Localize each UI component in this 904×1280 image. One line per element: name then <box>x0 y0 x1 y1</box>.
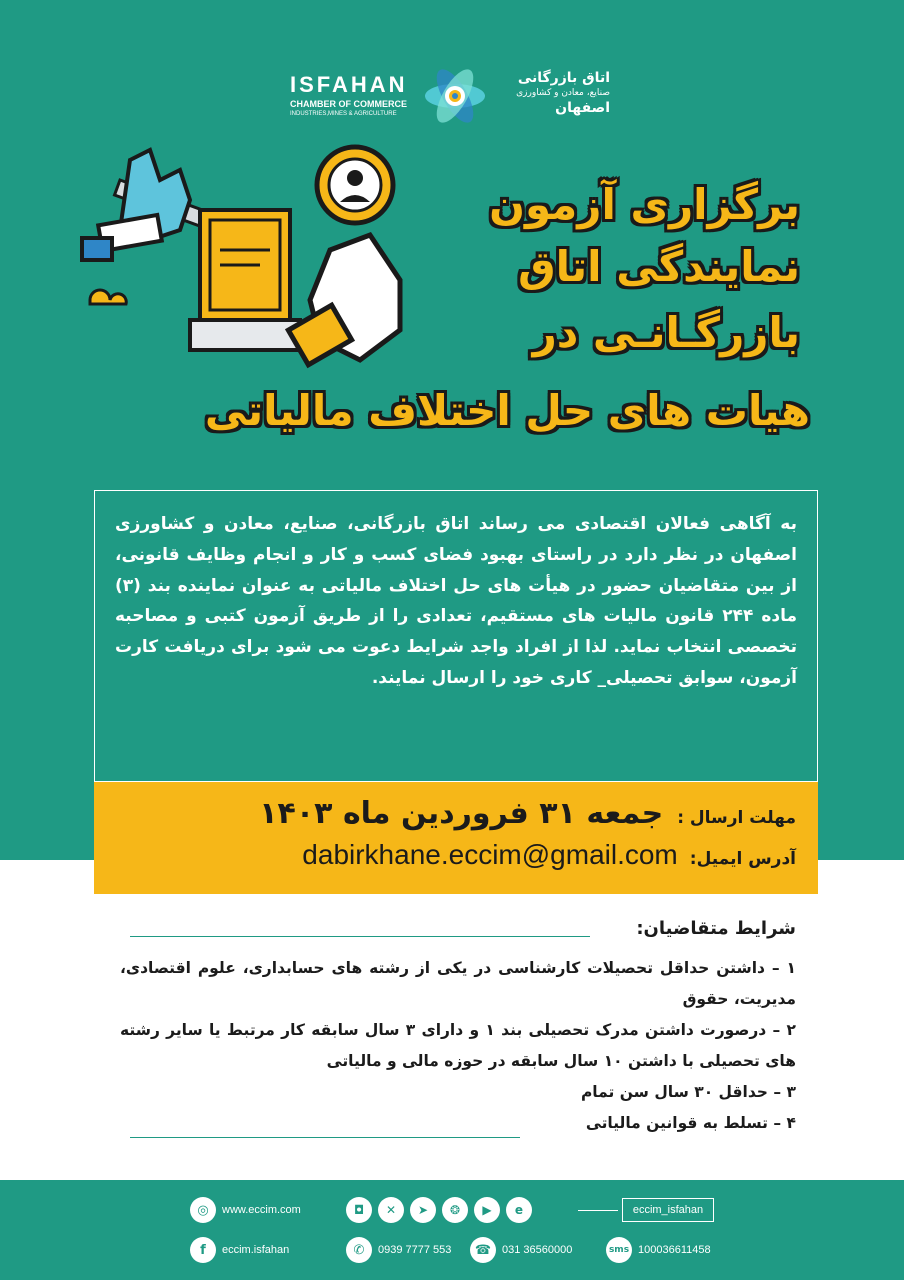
deadline-row <box>116 796 796 831</box>
logo-en-line3: INDUSTRIES,MINES & AGRICULTURE <box>290 111 397 117</box>
whatsapp-link[interactable] <box>346 1237 451 1263</box>
logo-fa-line3: اصفهان <box>555 100 610 116</box>
divider <box>130 936 590 937</box>
whatsapp-text: 0939 7777 553 <box>378 1244 452 1256</box>
logo-en-line1: ISFAHAN <box>290 72 408 97</box>
email-link[interactable]: dabirkhane.eccim@gmail.com <box>302 839 678 870</box>
notice-box <box>94 490 818 782</box>
instagram-icon[interactable]: ◘ <box>346 1197 372 1223</box>
chamber-logo <box>290 58 620 138</box>
aparat-icon[interactable]: ❂ <box>442 1197 468 1223</box>
footer <box>0 1180 904 1280</box>
whatsapp-icon: ✆ <box>346 1237 372 1263</box>
deadline-box <box>94 782 818 894</box>
website-text: www.eccim.com <box>222 1204 301 1216</box>
phone-link[interactable] <box>470 1237 572 1263</box>
deadline-label: مهلت ارسال : <box>677 808 796 828</box>
facebook-link[interactable] <box>190 1237 289 1263</box>
eitaa-icon[interactable]: e <box>506 1197 532 1223</box>
condition-item: ۱ – داشتن حداقل تحصیلات کارشناسی در یکی از رشته های حسابداری، علوم اقتصادی، مدیریت، حقوق <box>120 959 796 1008</box>
conditions-list <box>120 953 796 1139</box>
chamber-emblem-icon <box>422 60 488 132</box>
email-label: آدرس ایمیل: <box>689 849 796 869</box>
conditions-title: شرایط متقاضیان: <box>636 918 796 939</box>
condition-item: ۲ – درصورت داشتن مدرک تحصیلی بند ۱ و دارای ۳ سال سابقه کار مرتبط یا سایر رشته های تحصیلی با داشتن ۱۰ سال سابقه در حوزه مالی و مالیاتی <box>120 1021 796 1070</box>
title-line-2: نمایندگی اتاق <box>518 242 800 291</box>
website-link[interactable] <box>190 1197 301 1223</box>
divider <box>578 1210 618 1211</box>
title-line-1: برگزاری آزمون <box>489 180 800 229</box>
x-icon[interactable]: ✕ <box>378 1197 404 1223</box>
social-handle[interactable]: eccim_isfahan <box>622 1198 714 1222</box>
notice-text: به آگاهی فعالان اقتصادی می رساند اتاق بازرگانی، صنایع، معادن و کشاورزی اصفهان در نظر دارد در راستای بهبود فضای کسب و کار و انجام وظایف قانونی، از بین متقاضیان حضور در هیأت های حل اختلاف مالیاتی به عنوان نماینده بند (۳) ماده ۲۴۴ قانون مالیات های مستقیم، تعدادی را از طریق آزمون کتبی و مصاحبه تخصصی انتخاب نماید. لذا از افراد واجد شرایط دعوت می شود برای دریافت کارت آزمون، سوابق تحصیلی_ کاری خود را ارسال نمایند. <box>115 514 798 688</box>
title-line-3: بازرگـانـی در <box>532 308 800 357</box>
logo-english-text <box>290 72 420 117</box>
deadline-value: جمعه ۳۱ فروردین ماه ۱۴۰۳ <box>259 796 664 831</box>
logo-fa-line2: صنایع، معادن و کشاورزی <box>516 88 610 98</box>
logo-persian-text <box>492 70 610 116</box>
logo-en-line2: CHAMBER OF COMMERCE <box>290 99 407 109</box>
conditions-section <box>120 918 796 1139</box>
title-line-4: هیات های حل اختلاف مالیاتی <box>204 386 810 435</box>
phone-icon: ☎ <box>470 1237 496 1263</box>
condition-item: ۴ – تسلط به قوانین مالیاتی <box>585 1114 796 1132</box>
sms-link[interactable] <box>606 1237 711 1263</box>
facebook-text: eccim.isfahan <box>222 1244 290 1256</box>
sms-text: 100036611458 <box>638 1244 711 1256</box>
facebook-icon: f <box>190 1237 216 1263</box>
condition-item: ۳ – حداقل ۳۰ سال سن تمام <box>580 1083 796 1101</box>
poster-title <box>70 180 830 470</box>
social-icons <box>346 1197 532 1223</box>
globe-icon: ◎ <box>190 1197 216 1223</box>
youtube-icon[interactable]: ▶ <box>474 1197 500 1223</box>
divider <box>130 1137 520 1138</box>
sms-icon: sms <box>606 1237 632 1263</box>
logo-fa-line1: اتاق بازرگانی <box>517 70 610 86</box>
phone-text: 031 36560000 <box>502 1244 573 1256</box>
email-row <box>116 839 796 871</box>
telegram-icon[interactable]: ➤ <box>410 1197 436 1223</box>
